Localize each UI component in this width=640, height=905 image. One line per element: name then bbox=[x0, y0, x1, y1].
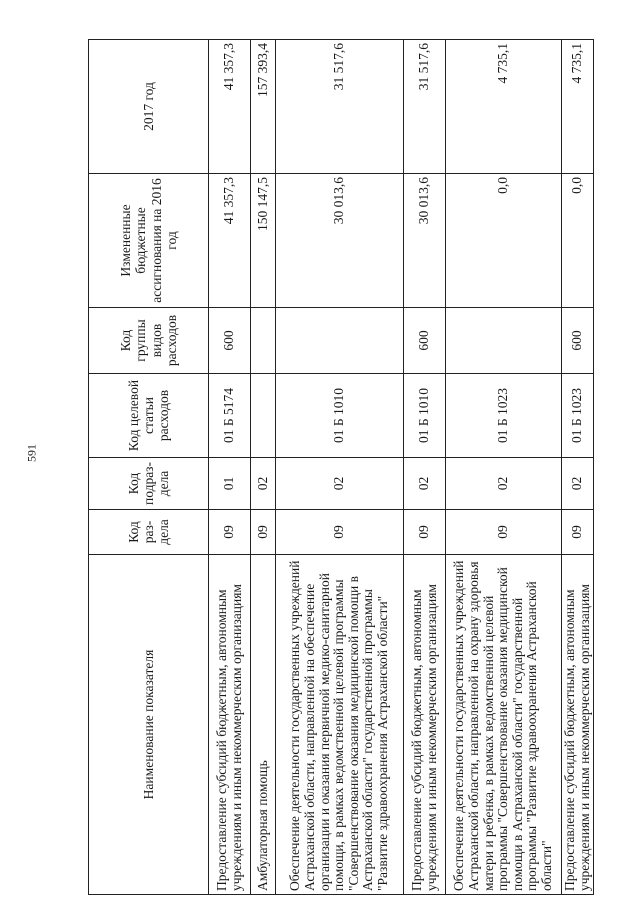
row-name: Предоставление субсидий бюджетным, автономным учреждениям и иным некоммерческим организациям bbox=[209, 555, 251, 895]
header-name: Наименование показателя bbox=[89, 555, 209, 895]
row-name: Предоставление субсидий бюджетным, автономным учреждениям и иным некоммерческим организациям bbox=[404, 555, 446, 895]
budget-table bbox=[88, 39, 594, 895]
row-group: 600 bbox=[404, 308, 446, 374]
row-amended: 41 357,3 bbox=[209, 174, 251, 308]
row-target: 01 Б 1023 bbox=[562, 374, 594, 458]
table-header-row bbox=[89, 40, 209, 895]
table-row bbox=[446, 40, 562, 895]
header-target-article: Код целевой статьи расходов bbox=[89, 374, 209, 458]
row-section: 09 bbox=[209, 510, 251, 555]
row-name: Амбулаторная помощь bbox=[251, 555, 276, 895]
row-section: 09 bbox=[562, 510, 594, 555]
row-target: 01 Б 1010 bbox=[276, 374, 404, 458]
row-section: 09 bbox=[446, 510, 562, 555]
row-group: 600 bbox=[209, 308, 251, 374]
row-section: 09 bbox=[276, 510, 404, 555]
row-subsection: 02 bbox=[251, 458, 276, 510]
row-name: Предоставление субсидий бюджетным, автономным учреждениям и иным некоммерческим организациям bbox=[562, 555, 594, 895]
row-name: Обеспечение деятельности государственных учреждений Астраханской области, направленной на обеспечение организации и оказания первичной медико-санитарной помощи, в рамках ведомственной целевой программы "Совершенствование оказания медицинской помощи в Астраханской области" государственной программы "Развитие здравоохранения Астраханской области" bbox=[276, 555, 404, 895]
row-amended: 150 147,5 bbox=[251, 174, 276, 308]
row-target: 01 Б 5174 bbox=[209, 374, 251, 458]
row-subsection: 02 bbox=[404, 458, 446, 510]
row-group bbox=[446, 308, 562, 374]
rotated-budget-sheet bbox=[88, 40, 592, 895]
table-row bbox=[404, 40, 446, 895]
row-target bbox=[251, 374, 276, 458]
row-group bbox=[276, 308, 404, 374]
row-subsection: 01 bbox=[209, 458, 251, 510]
row-section: 09 bbox=[404, 510, 446, 555]
row-amended: 30 013,6 bbox=[404, 174, 446, 308]
row-amended: 0,0 bbox=[446, 174, 562, 308]
row-subsection: 02 bbox=[562, 458, 594, 510]
table-row bbox=[276, 40, 404, 895]
row-amended: 30 013,6 bbox=[276, 174, 404, 308]
row-group: 600 bbox=[562, 308, 594, 374]
row-2017: 157 393,4 bbox=[251, 40, 276, 174]
page-number: 591 bbox=[24, 444, 39, 462]
row-name: Обеспечение деятельности государственных учреждений Астраханской области, направленной на охрану здоровья матери и ребенка, в рамках ведомственной целевой программы "Совершенствование оказания медицинской помощи в Астраханской области" государственной программы "Развитие здравоохранения Астраханской области" bbox=[446, 555, 562, 895]
row-2017: 4 735,1 bbox=[562, 40, 594, 174]
header-2017: 2017 год bbox=[89, 40, 209, 174]
table-row bbox=[251, 40, 276, 895]
row-subsection: 02 bbox=[446, 458, 562, 510]
row-2017: 31 517,6 bbox=[276, 40, 404, 174]
header-expense-group: Код группы видов расходов bbox=[89, 308, 209, 374]
row-group bbox=[251, 308, 276, 374]
table-row bbox=[209, 40, 251, 895]
row-2017: 31 517,6 bbox=[404, 40, 446, 174]
row-subsection: 02 bbox=[276, 458, 404, 510]
row-2017: 4 735,1 bbox=[446, 40, 562, 174]
table-row bbox=[562, 40, 594, 895]
row-amended: 0,0 bbox=[562, 174, 594, 308]
row-section: 09 bbox=[251, 510, 276, 555]
header-amended-2016: Измененные бюджетные ассигнования на 2016 год bbox=[89, 174, 209, 308]
header-subsection: Код подраз-дела bbox=[89, 458, 209, 510]
row-target: 01 Б 1023 bbox=[446, 374, 562, 458]
row-2017: 41 357,3 bbox=[209, 40, 251, 174]
row-target: 01 Б 1010 bbox=[404, 374, 446, 458]
header-section: Код раз-дела bbox=[89, 510, 209, 555]
